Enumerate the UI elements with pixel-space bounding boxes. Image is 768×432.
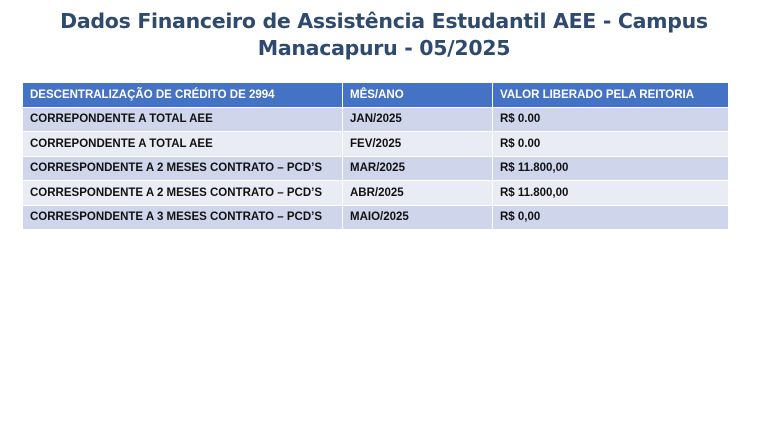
cell-month: MAIO/2025: [343, 205, 493, 230]
table-row: [23, 181, 729, 206]
table-row: [23, 107, 729, 132]
cell-value: R$ 0,00: [493, 205, 729, 230]
cell-description: CORREPONDENTE A TOTAL AEE: [23, 132, 343, 157]
page-title: Dados Financeiro de Assistência Estudantil AEE - Campus Manacapuru - 05/2025: [60, 9, 708, 60]
financial-table: [22, 82, 729, 230]
table-row: [23, 205, 729, 230]
cell-description: CORRESPONDENTE A 2 MESES CONTRATO – PCD’S: [23, 156, 343, 181]
cell-month: MAR/2025: [343, 156, 493, 181]
cell-value: R$ 11.800,00: [493, 156, 729, 181]
table-row: [23, 132, 729, 157]
cell-value: R$ 11.800,00: [493, 181, 729, 206]
cell-value: R$ 0.00: [493, 132, 729, 157]
cell-month: JAN/2025: [343, 107, 493, 132]
cell-value: R$ 0.00: [493, 107, 729, 132]
column-header-descentralizacao: DESCENTRALIZAÇÃO DE CRÉDITO DE 2994: [23, 83, 343, 108]
column-header-mes-ano: MÊS/ANO: [343, 83, 493, 108]
cell-description: CORRESPONDENTE A 3 MESES CONTRATO – PCD’S: [23, 205, 343, 230]
table-row: [23, 156, 729, 181]
cell-description: CORRESPONDENTE A 2 MESES CONTRATO – PCD’S: [23, 181, 343, 206]
table-header-row: [23, 83, 729, 108]
column-header-valor: VALOR LIBERADO PELA REITORIA: [493, 83, 729, 108]
cell-description: CORREPONDENTE A TOTAL AEE: [23, 107, 343, 132]
cell-month: ABR/2025: [343, 181, 493, 206]
cell-month: FEV/2025: [343, 132, 493, 157]
